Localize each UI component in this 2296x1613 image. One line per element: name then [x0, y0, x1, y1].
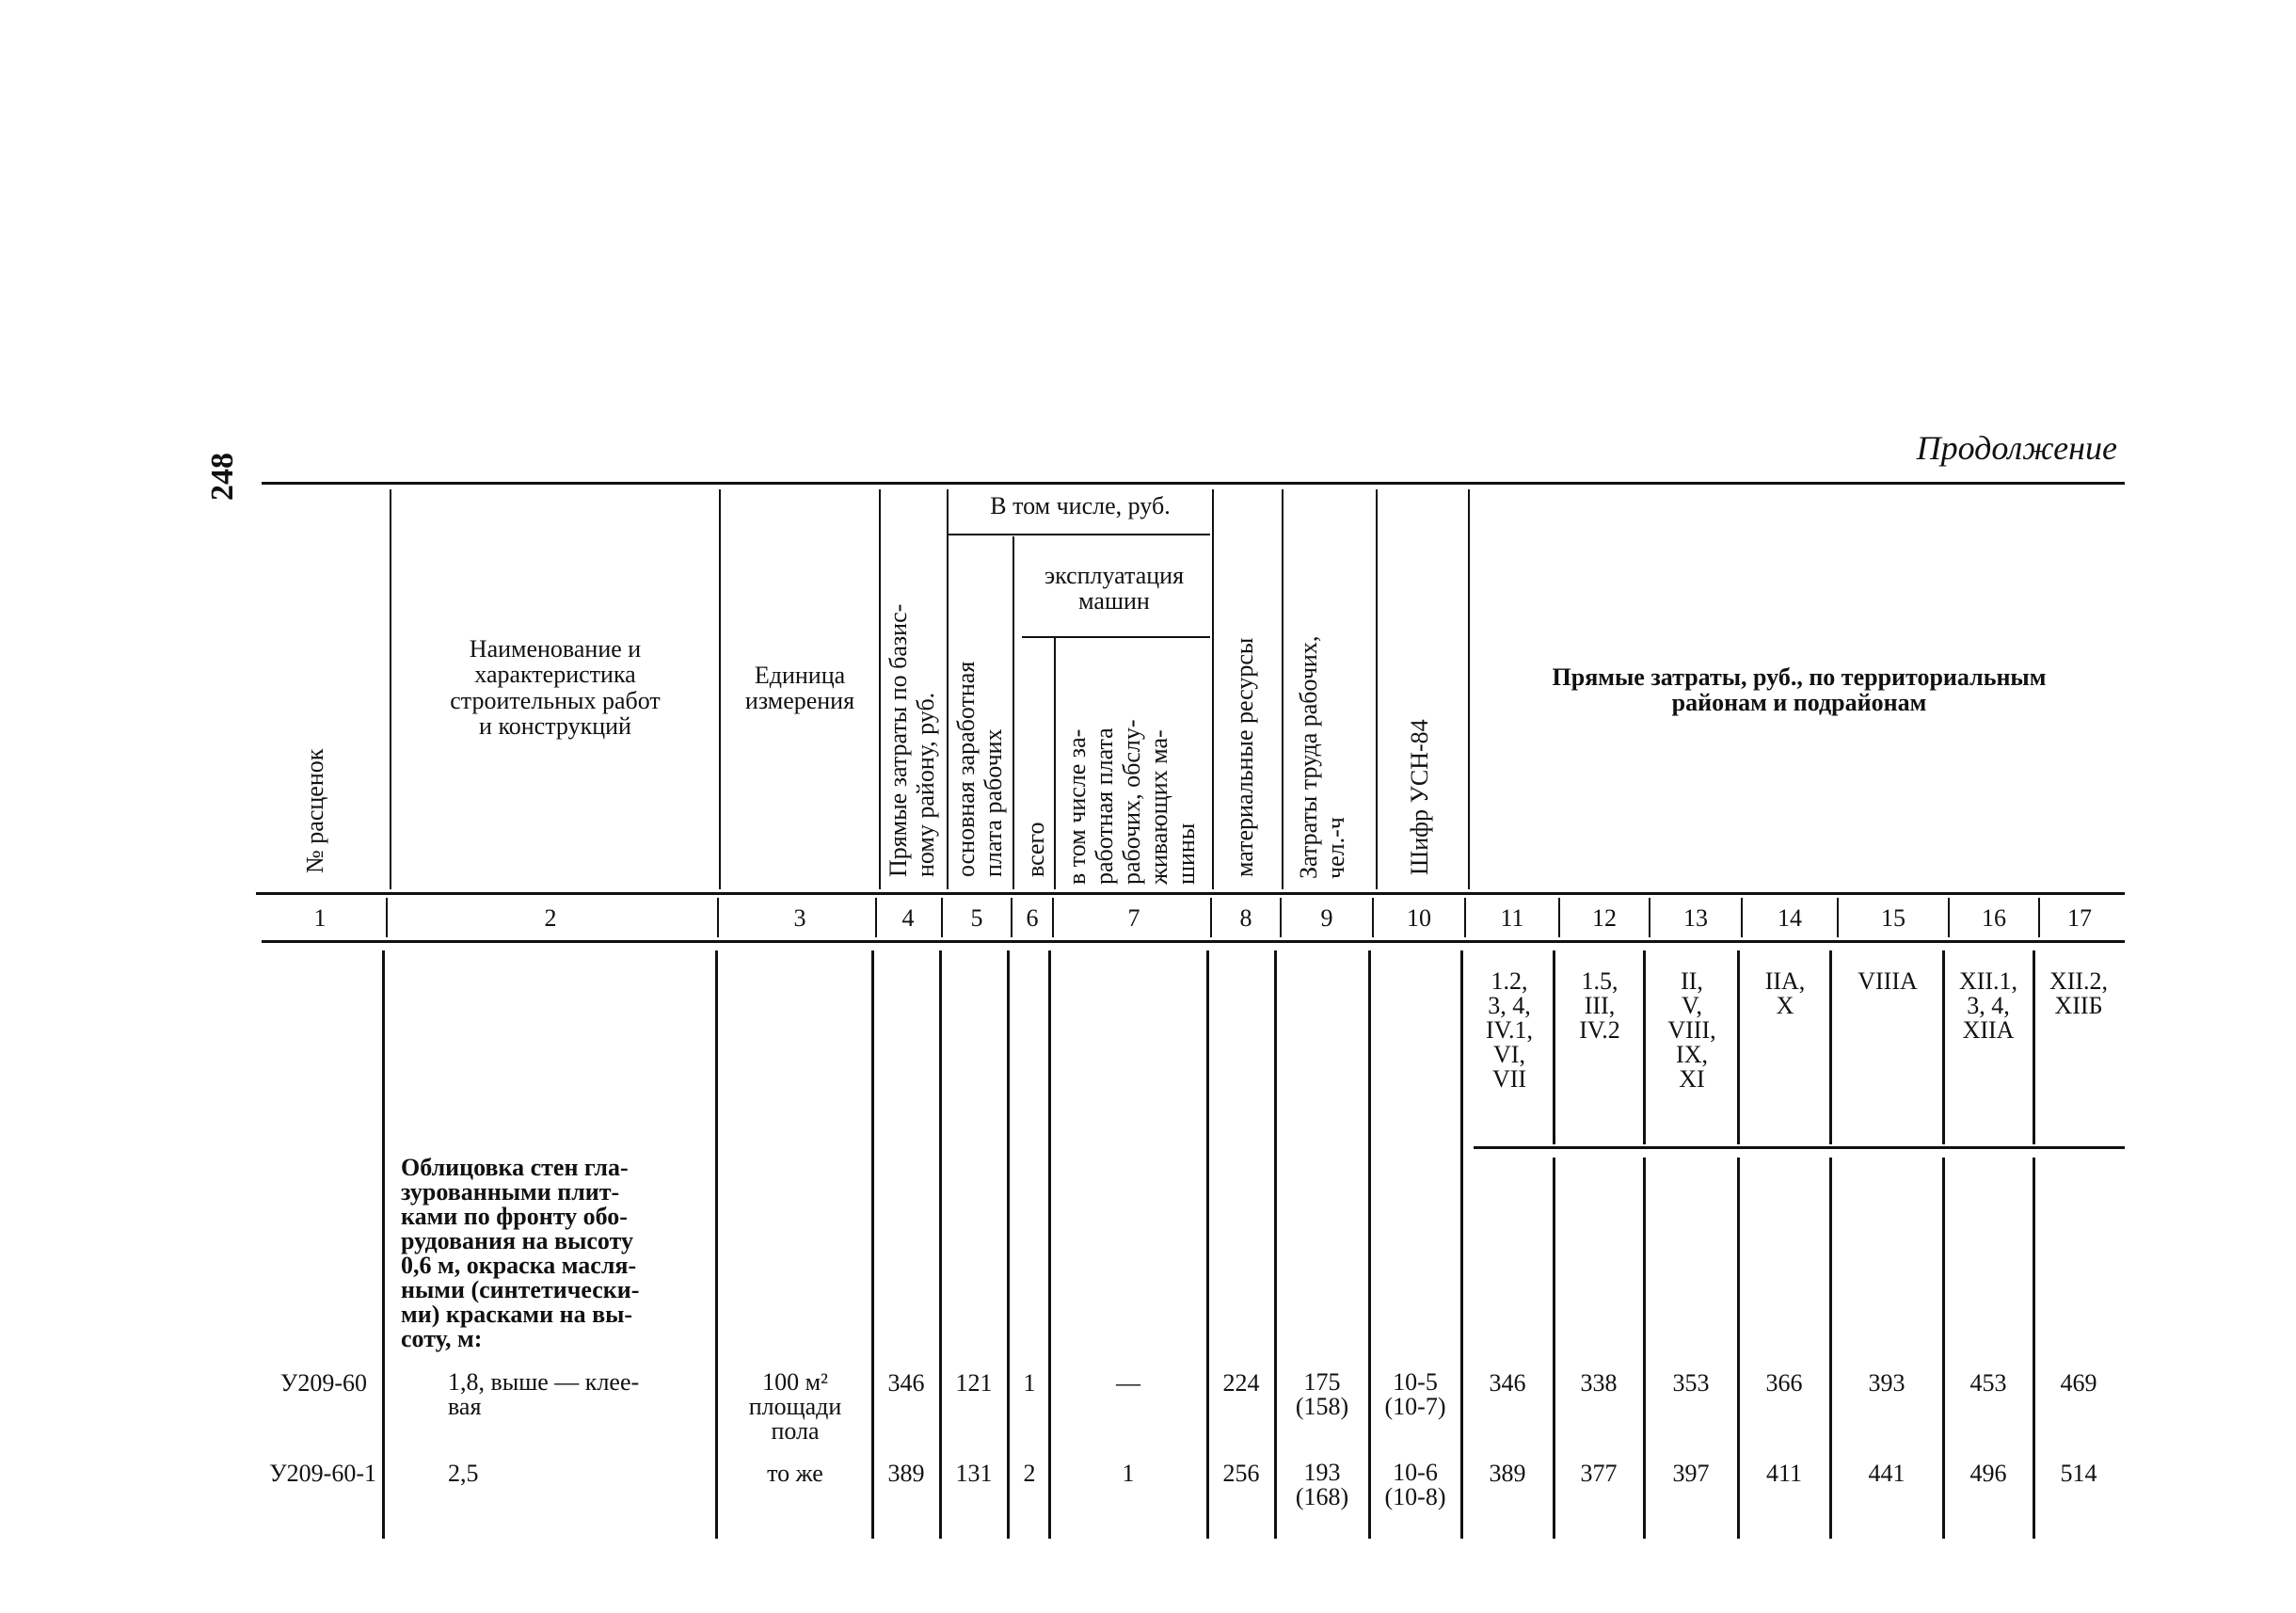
- colnum: 2: [544, 904, 557, 932]
- description-line: соту, м:: [401, 1325, 483, 1352]
- row-unit-line: 100 м²: [762, 1368, 828, 1396]
- body-vline: [1460, 950, 1463, 1539]
- header-machines-wage: [1063, 720, 1201, 886]
- region-label: [1556, 969, 1643, 1043]
- header-name-line: характеристика: [474, 661, 636, 689]
- row-usn-line: (10-7): [1384, 1393, 1446, 1420]
- row-region-value: 411: [1765, 1460, 1803, 1487]
- colnum: 12: [1592, 904, 1617, 932]
- region-line: III,: [1584, 992, 1616, 1019]
- row-region-value: 377: [1580, 1460, 1618, 1487]
- colnum: 7: [1127, 904, 1140, 932]
- work-description: [401, 1156, 708, 1351]
- header-usn-code: Шифр УСН-84: [1406, 719, 1433, 875]
- row-name: [448, 1370, 711, 1419]
- row-region-value: 496: [1969, 1460, 2007, 1487]
- body-vline: [871, 950, 874, 1539]
- header-line: работная плата: [1091, 727, 1119, 885]
- header-machines-line: машин: [1078, 587, 1150, 615]
- header-direct-cost-base: [885, 604, 939, 877]
- colnum-sep: [386, 898, 388, 937]
- row-region-value: 338: [1580, 1369, 1618, 1397]
- row-name-line: 1,8, выше — клее-: [448, 1368, 640, 1396]
- description-line: ными (синтетически-: [401, 1276, 640, 1303]
- row-machines-total: 1: [1023, 1369, 1036, 1397]
- header-line: чел.-ч: [1322, 817, 1350, 879]
- colnum: 5: [970, 904, 983, 932]
- header-line: плата рабочих: [980, 728, 1008, 877]
- row-usn-code: [1370, 1370, 1460, 1419]
- row-labor-line: (158): [1295, 1393, 1349, 1420]
- region-line: XII.2,: [2049, 967, 2109, 995]
- header-bottom-rule: [256, 892, 2125, 895]
- region-line: 3, 4,: [1967, 992, 2010, 1019]
- body-vline: [715, 950, 718, 1539]
- row-labor-line: 193: [1303, 1459, 1341, 1486]
- machines-rule: [1022, 636, 1210, 638]
- page-number: 248: [205, 453, 240, 501]
- colnum-sep: [717, 898, 719, 937]
- body-vline: [1007, 950, 1010, 1539]
- region-line: XIIА: [1962, 1016, 2015, 1044]
- body-vline: [1048, 950, 1051, 1539]
- row-region-value: 346: [1489, 1369, 1526, 1397]
- row-machines-total: 2: [1023, 1460, 1036, 1487]
- region-label: [1741, 969, 1829, 1018]
- header-line: Прямые затраты по базис-: [885, 603, 912, 877]
- region-label: [1647, 969, 1737, 1092]
- header-vline: [1212, 489, 1214, 889]
- region-line: 1.5,: [1581, 967, 1618, 995]
- header-name-line: Наименование и: [469, 635, 642, 663]
- row-unit: [719, 1370, 871, 1444]
- region-line: VII: [1491, 1065, 1527, 1093]
- table-top-rule: [262, 482, 2125, 485]
- header-unit: [723, 663, 877, 714]
- header-vline: [1012, 536, 1014, 889]
- group-including-rule: [949, 534, 1210, 535]
- region-label: [1944, 969, 2033, 1043]
- region-vline: [1737, 950, 1740, 1144]
- region-label: [1464, 969, 1555, 1092]
- region-line: 1.2,: [1491, 967, 1528, 995]
- header-machines-line: эксплуатация: [1044, 562, 1185, 589]
- row-name: [448, 1461, 711, 1486]
- row-machines-wage: 1: [1122, 1460, 1135, 1487]
- region-line: 3, 4,: [1488, 992, 1531, 1019]
- header-machines-total: всего: [1022, 822, 1049, 877]
- row-region-value: 389: [1489, 1460, 1526, 1487]
- header-regions-line: районам и подрайонам: [1671, 689, 1927, 717]
- header-machines: [1016, 563, 1212, 615]
- row-labor-line: 175: [1303, 1368, 1341, 1396]
- colnum-sep: [1052, 898, 1054, 937]
- description-line: ми) красками на вы-: [401, 1301, 633, 1328]
- header-vline: [390, 489, 391, 889]
- colnum: 15: [1881, 904, 1905, 932]
- colnum: 17: [2067, 904, 2092, 932]
- region-line: V,: [1682, 992, 1702, 1019]
- row-direct-cost: 389: [887, 1460, 925, 1487]
- region-vline: [1829, 950, 1832, 1144]
- header-line: в том числе за-: [1063, 728, 1091, 885]
- row-materials: 224: [1222, 1369, 1260, 1397]
- colnum: 14: [1778, 904, 1802, 932]
- row-labor: [1276, 1461, 1368, 1509]
- description-line: 0,6 м, окраска масля-: [401, 1252, 637, 1279]
- row-region-value: 393: [1868, 1369, 1905, 1397]
- colnum: 10: [1407, 904, 1431, 932]
- header-vline: [719, 489, 721, 889]
- header-labor: [1295, 636, 1349, 879]
- row-materials: 256: [1222, 1460, 1260, 1487]
- row-base-wage: 131: [955, 1460, 993, 1487]
- row-region-value: 441: [1868, 1460, 1905, 1487]
- header-vline: [1282, 489, 1284, 889]
- header-group-including: В том числе, руб.: [990, 492, 1171, 519]
- row-region-value: 366: [1765, 1369, 1803, 1397]
- row-unit-line: площади: [748, 1393, 842, 1420]
- description-line: ками по фронту обо-: [401, 1203, 628, 1230]
- region-line: IV.2: [1579, 1016, 1620, 1044]
- row-unit-line: то же: [767, 1460, 823, 1487]
- region-line: IV.1,: [1485, 1016, 1534, 1044]
- header-line: Затраты труда рабочих,: [1295, 635, 1322, 879]
- row-region-value: 514: [2060, 1460, 2097, 1487]
- row-usn-code: [1370, 1461, 1460, 1509]
- description-line: зурованными плит-: [401, 1178, 620, 1206]
- region-line: VIII,: [1667, 1016, 1716, 1044]
- body-vline: [382, 950, 385, 1539]
- colnum-bottom-rule: [262, 940, 2125, 943]
- region-line: IIА,: [1764, 967, 1806, 995]
- header-unit-line: измерения: [744, 687, 855, 715]
- region-line: XI: [1679, 1065, 1705, 1093]
- continuation-label: Продолжение: [1916, 429, 2117, 467]
- colnum: 11: [1500, 904, 1524, 932]
- body-vline: [1274, 950, 1277, 1539]
- colnum: 8: [1239, 904, 1252, 932]
- row-code: У209-60-1: [269, 1460, 376, 1487]
- row-unit-line: пола: [771, 1417, 820, 1445]
- header-line: ному району, руб.: [912, 692, 940, 877]
- header-line: рабочих, обслу-: [1118, 719, 1146, 885]
- header-vline: [879, 489, 881, 889]
- header-regions-line: Прямые затраты, руб., по территориальным: [1552, 663, 2047, 691]
- header-line: шины: [1172, 822, 1201, 885]
- row-usn-line: 10-6: [1393, 1459, 1438, 1486]
- region-line: XII.1,: [1958, 967, 2018, 995]
- row-direct-cost: 346: [887, 1369, 925, 1397]
- colnum: 1: [313, 904, 327, 932]
- header-materials: материальные ресурсы: [1231, 637, 1258, 877]
- header-line: основная заработная: [952, 661, 980, 877]
- row-region-value: 397: [1672, 1460, 1710, 1487]
- colnum: 13: [1683, 904, 1708, 932]
- header-vline: [1376, 489, 1378, 889]
- header-code: № расценок: [301, 748, 328, 873]
- region-line: VIIIА: [1858, 967, 1918, 995]
- row-labor-line: (168): [1295, 1483, 1349, 1510]
- region-label: [2034, 969, 2123, 1018]
- colnum: 16: [1982, 904, 2006, 932]
- description-line: рудования на высоту: [401, 1227, 633, 1254]
- region-vline: [1643, 950, 1646, 1144]
- header-name-line: и конструкций: [479, 711, 631, 740]
- row-labor: [1276, 1370, 1368, 1419]
- body-vline: [1368, 950, 1371, 1539]
- body-vline: [939, 950, 942, 1539]
- colnum: 6: [1026, 904, 1039, 932]
- header-name-line: строительных работ: [450, 686, 661, 714]
- header-name: [395, 636, 715, 739]
- header-line: живающих ма-: [1145, 729, 1173, 885]
- header-vline: [1468, 489, 1470, 889]
- region-line: II,: [1681, 967, 1703, 995]
- header-vline: [1054, 638, 1056, 889]
- body-vline: [1206, 950, 1209, 1539]
- region-line: VI,: [1493, 1041, 1525, 1068]
- region-line: IX,: [1676, 1041, 1708, 1068]
- regions-divider-rule: [1474, 1146, 2125, 1149]
- row-region-value: 469: [2060, 1369, 2097, 1397]
- header-base-wage: [952, 662, 1007, 877]
- row-usn-line: (10-8): [1384, 1483, 1446, 1510]
- row-code: У209-60: [279, 1369, 367, 1397]
- region-label: [1833, 969, 1942, 994]
- header-regions-title: [1474, 664, 2125, 716]
- row-base-wage: 121: [955, 1369, 993, 1397]
- row-machines-wage: —: [1116, 1369, 1140, 1397]
- header-unit-line: Единица: [754, 662, 846, 689]
- row-region-value: 353: [1672, 1369, 1710, 1397]
- colnum: 4: [901, 904, 915, 932]
- region-line: X: [1776, 992, 1794, 1019]
- row-unit: [719, 1461, 871, 1486]
- colnum: 9: [1320, 904, 1333, 932]
- row-usn-line: 10-5: [1393, 1368, 1438, 1396]
- colnum: 3: [793, 904, 806, 932]
- row-name-line: вая: [448, 1393, 482, 1420]
- region-line: XIIБ: [2054, 992, 2103, 1019]
- description-line: Облицовка стен гла-: [401, 1154, 629, 1181]
- row-region-value: 453: [1969, 1369, 2007, 1397]
- header-vline: [947, 489, 949, 889]
- row-name-line: 2,5: [448, 1460, 479, 1487]
